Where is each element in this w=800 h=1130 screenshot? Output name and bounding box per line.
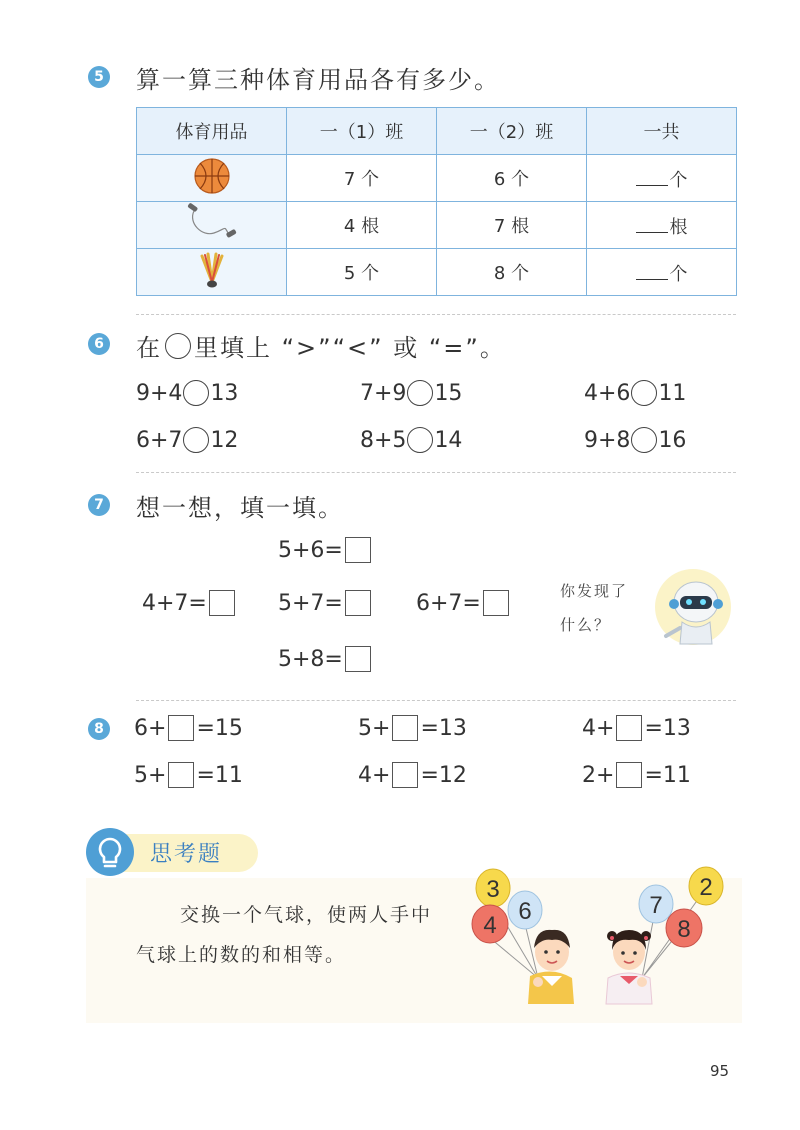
- compare-item: [136, 380, 238, 406]
- answer-box[interactable]: [168, 762, 194, 788]
- compare-item: [584, 380, 686, 406]
- expr-text: 5+7=: [278, 590, 343, 616]
- expr-left: 5+: [358, 715, 391, 741]
- expr-right: 11: [658, 380, 687, 406]
- class1-basketball: 7 个: [287, 155, 437, 202]
- jump-rope-cell: [137, 202, 287, 249]
- expr-right: =11: [644, 762, 691, 788]
- page-number: 95: [710, 1062, 730, 1080]
- compare-item: [360, 380, 462, 406]
- compare-circle[interactable]: [631, 427, 657, 453]
- shuttlecock-icon: [194, 250, 230, 290]
- balloon-number: 6: [518, 898, 532, 925]
- question-number-6: 6: [88, 333, 110, 355]
- girl-with-balloons: [598, 866, 728, 1006]
- fill-item: [142, 590, 237, 616]
- balloon-number: 7: [649, 892, 663, 919]
- header-item: 体育用品: [137, 108, 287, 155]
- fill-item: [582, 715, 691, 741]
- expr-right: 12: [210, 427, 239, 453]
- title-prefix: 在: [136, 334, 162, 362]
- compare-circle[interactable]: [183, 380, 209, 406]
- lightbulb-icon: [86, 828, 134, 876]
- answer-box[interactable]: [345, 590, 371, 616]
- header-class2: 一（2）班: [437, 108, 587, 155]
- compare-item: [136, 427, 238, 453]
- answer-box[interactable]: [616, 762, 642, 788]
- balloon-number: 4: [483, 912, 497, 939]
- compare-circle[interactable]: [631, 380, 657, 406]
- expr-left: 4+: [358, 762, 391, 788]
- expr-text: 5+8=: [278, 646, 343, 672]
- divider: [136, 314, 736, 315]
- compare-circle[interactable]: [407, 380, 433, 406]
- total-basketball[interactable]: [587, 155, 737, 202]
- answer-box[interactable]: [168, 715, 194, 741]
- fill-item: [358, 762, 467, 788]
- answer-box[interactable]: [392, 762, 418, 788]
- total-shuttlecock[interactable]: [587, 249, 737, 296]
- think-text-line2: 气球上的数的和相等。: [136, 944, 347, 966]
- fill-item: [278, 646, 373, 672]
- fill-item: [134, 762, 243, 788]
- bulb-badge: [86, 828, 134, 876]
- fill-item: [278, 590, 373, 616]
- expr-left: 4+6: [584, 380, 631, 406]
- expr-text: 5+6=: [278, 537, 343, 563]
- expr-right: =11: [196, 762, 243, 788]
- unit-label: 个: [669, 169, 688, 191]
- answer-blank[interactable]: [636, 259, 668, 280]
- circle-symbol-icon: [165, 333, 191, 359]
- expr-right: 15: [434, 380, 463, 406]
- expr-right: 14: [434, 427, 463, 453]
- divider: [136, 472, 736, 473]
- class1-jump-rope: 4 根: [287, 202, 437, 249]
- header-class1: 一（1）班: [287, 108, 437, 155]
- answer-box[interactable]: [616, 715, 642, 741]
- balloon: [476, 869, 510, 907]
- basketball-icon: [192, 156, 232, 196]
- table-row: [137, 155, 737, 202]
- balloon: [666, 909, 702, 947]
- balloon-number: 8: [677, 916, 691, 943]
- answer-blank[interactable]: [636, 212, 668, 233]
- question-number-7: 7: [88, 494, 110, 516]
- fill-item: [582, 762, 691, 788]
- answer-box[interactable]: [483, 590, 509, 616]
- table-row: [137, 202, 737, 249]
- question-7-title: 想一想，填一填。: [136, 494, 344, 522]
- think-label: 思考题: [150, 842, 223, 867]
- expr-text: 6+7=: [416, 590, 481, 616]
- balloon: [689, 867, 723, 905]
- total-jump-rope[interactable]: [587, 202, 737, 249]
- shuttlecock-cell: [137, 249, 287, 296]
- answer-box[interactable]: [392, 715, 418, 741]
- expr-right: =12: [420, 762, 467, 788]
- balloon: [472, 905, 508, 943]
- robot-icon: [652, 566, 734, 648]
- expr-left: 6+7: [136, 427, 183, 453]
- expr-left: 5+: [134, 762, 167, 788]
- question-number-5: 5: [88, 66, 110, 88]
- class2-basketball: 6 个: [437, 155, 587, 202]
- answer-blank[interactable]: [636, 165, 668, 186]
- question-number-8: 8: [88, 718, 110, 740]
- jump-rope-icon: [184, 203, 240, 243]
- expr-right: =15: [196, 715, 243, 741]
- robot-speech-line1: 你发现了: [560, 582, 629, 600]
- boy-with-balloons: [462, 866, 587, 1006]
- compare-item: [360, 427, 462, 453]
- class2-jump-rope: 7 根: [437, 202, 587, 249]
- class1-shuttlecock: 5 个: [287, 249, 437, 296]
- table-header-row: [137, 108, 737, 155]
- fill-item: [416, 590, 511, 616]
- balloon: [639, 885, 673, 923]
- compare-circle[interactable]: [407, 427, 433, 453]
- table-row: [137, 249, 737, 296]
- think-text-line1: 交换一个气球，使两人手中: [180, 904, 433, 926]
- balloon-number: 2: [699, 874, 713, 901]
- divider: [136, 700, 736, 701]
- unit-label: 根: [669, 216, 688, 238]
- expr-right: 13: [210, 380, 239, 406]
- expr-left: 9+8: [584, 427, 631, 453]
- expr-left: 6+: [134, 715, 167, 741]
- unit-label: 个: [669, 263, 688, 285]
- expr-left: 7+9: [360, 380, 407, 406]
- fill-item: [278, 537, 373, 563]
- expr-right: 16: [658, 427, 687, 453]
- answer-box[interactable]: [345, 646, 371, 672]
- expr-right: =13: [420, 715, 467, 741]
- question-6-title: [136, 328, 506, 363]
- balloon-number: 3: [486, 876, 500, 903]
- expr-left: 9+4: [136, 380, 183, 406]
- question-5-title: 算一算三种体育用品各有多少。: [136, 66, 500, 94]
- header-total: 一共: [587, 108, 737, 155]
- class2-shuttlecock: 8 个: [437, 249, 587, 296]
- answer-box[interactable]: [345, 537, 371, 563]
- basketball-cell: [137, 155, 287, 202]
- fill-item: [358, 715, 467, 741]
- expr-right: =13: [644, 715, 691, 741]
- expr-left: 8+5: [360, 427, 407, 453]
- balloon: [508, 891, 542, 929]
- expr-left: 2+: [582, 762, 615, 788]
- answer-box[interactable]: [209, 590, 235, 616]
- expr-text: 4+7=: [142, 590, 207, 616]
- compare-item: [584, 427, 686, 453]
- fill-item: [134, 715, 243, 741]
- title-suffix: 里填上 “>”“<” 或 “=”。: [194, 334, 506, 362]
- expr-left: 4+: [582, 715, 615, 741]
- think-banner: [86, 828, 256, 878]
- sports-goods-table: [136, 107, 737, 296]
- compare-circle[interactable]: [183, 427, 209, 453]
- robot-speech-line2: 什么？: [560, 616, 612, 634]
